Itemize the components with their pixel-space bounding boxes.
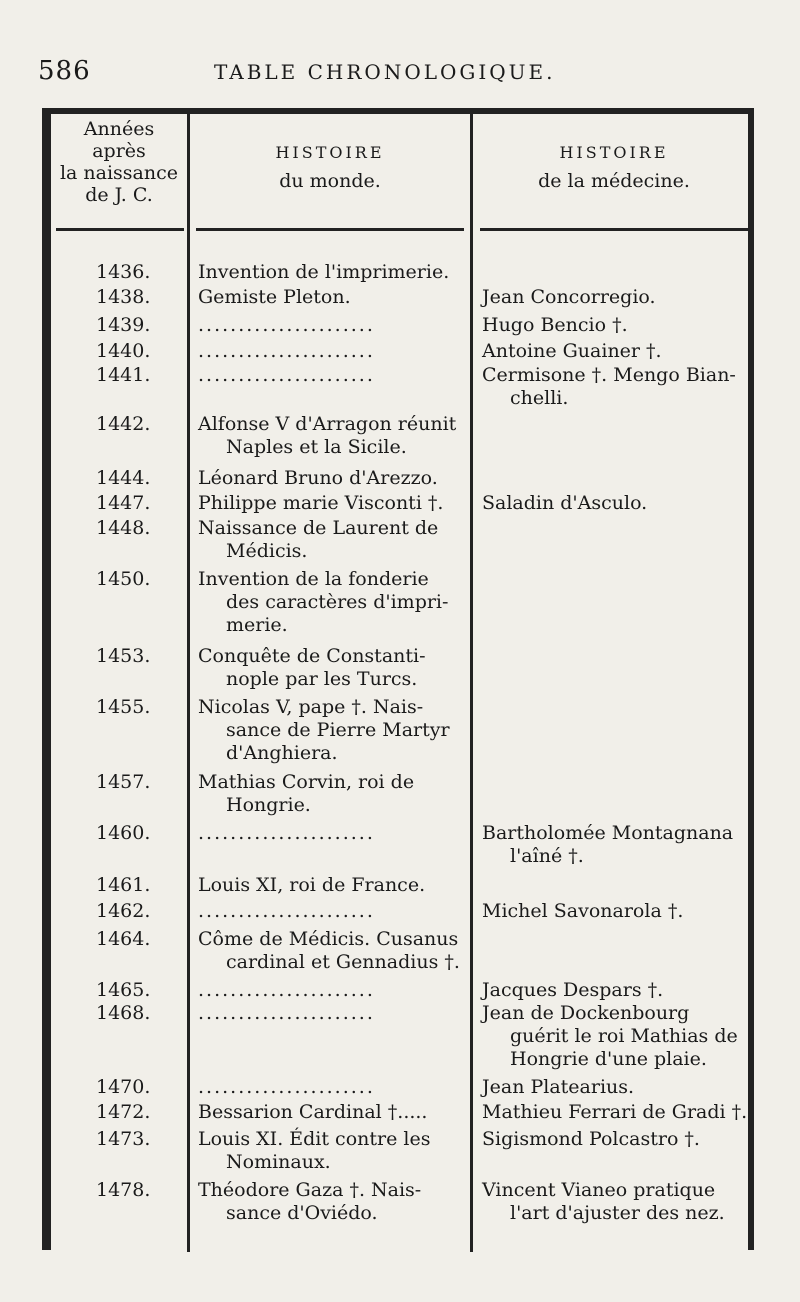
world-entry — [198, 979, 466, 1002]
world-entry — [198, 314, 466, 337]
medicine-entry — [482, 822, 752, 868]
world-entry-line: Invention de l'imprimerie. — [198, 261, 450, 283]
medicine-entry-line: Michel Savonarola †. — [482, 900, 684, 922]
header-rule — [56, 228, 184, 231]
world-entry-line: Naissance de Laurent de — [198, 517, 439, 539]
row-year: 1457. — [96, 771, 151, 793]
world-entry — [198, 900, 466, 923]
column-header-line: Années — [83, 118, 155, 140]
world-entry — [198, 1076, 466, 1099]
row-year: 1470. — [96, 1076, 151, 1098]
world-entry-line: ...................... — [198, 1076, 375, 1098]
row-year: 1450. — [96, 568, 151, 590]
header-rule — [480, 228, 748, 231]
world-entry-line: sance de Pierre Martyr — [226, 719, 450, 741]
medicine-entry — [482, 492, 752, 515]
world-entry-line: ...................... — [198, 314, 375, 336]
row-year: 1436. — [96, 261, 151, 283]
world-entry-line: Médicis. — [226, 540, 308, 562]
world-entry-line: Naples et la Sicile. — [226, 436, 407, 458]
medicine-entry-line: Hugo Bencio †. — [482, 314, 628, 336]
medicine-entry — [482, 340, 752, 363]
world-entry — [198, 874, 466, 897]
world-entry-line: des caractères d'impri- — [226, 591, 449, 613]
world-entry — [198, 1179, 466, 1225]
medicine-entry — [482, 314, 752, 337]
column-header-sub: de la médecine. — [538, 170, 690, 192]
column-header-caps: HISTOIRE — [275, 143, 385, 162]
medicine-entry-line: Hongrie d'une plaie. — [510, 1048, 707, 1070]
column-header-medicine — [476, 142, 752, 192]
world-entry-line: Nicolas V, pape †. Nais- — [198, 696, 424, 718]
world-entry-line: Conquête de Constanti- — [198, 645, 426, 667]
column-rule — [470, 112, 473, 1252]
world-entry-line: Invention de la fonderie — [198, 568, 429, 590]
world-entry — [198, 492, 466, 515]
row-year: 1473. — [96, 1128, 151, 1150]
world-entry-line: Mathias Corvin, roi de — [198, 771, 415, 793]
medicine-entry — [482, 900, 752, 923]
medicine-entry-line: Mathieu Ferrari de Gradi †. — [482, 1101, 748, 1123]
world-entry-line: ...................... — [198, 364, 375, 386]
row-year: 1478. — [96, 1179, 151, 1201]
running-title: TABLE CHRONOLOGIQUE. — [214, 60, 556, 84]
world-entry-line: ...................... — [198, 822, 375, 844]
row-year: 1472. — [96, 1101, 151, 1123]
world-entry-line: cardinal et Gennadius †. — [226, 951, 460, 973]
world-entry-line: Bessarion Cardinal †..... — [198, 1101, 428, 1123]
medicine-entry-line: Saladin d'Asculo. — [482, 492, 648, 514]
world-entry-line: ...................... — [198, 900, 375, 922]
medicine-entry — [482, 1101, 752, 1124]
medicine-entry-line: guérit le roi Mathias de — [510, 1025, 738, 1047]
medicine-entry-line: chelli. — [510, 387, 569, 409]
row-year: 1438. — [96, 286, 151, 308]
world-entry-line: Côme de Médicis. Cusanus — [198, 928, 459, 950]
world-entry-line: sance d'Oviédo. — [226, 1202, 378, 1224]
row-year: 1441. — [96, 364, 151, 386]
world-entry — [198, 822, 466, 845]
world-entry — [198, 696, 466, 765]
medicine-entry-line: Antoine Guainer †. — [482, 340, 662, 362]
header-rule — [196, 228, 464, 231]
medicine-entry — [482, 1128, 752, 1151]
row-year: 1453. — [96, 645, 151, 667]
row-year: 1461. — [96, 874, 151, 896]
column-header-line: de J. C. — [85, 184, 153, 206]
medicine-entry — [482, 1179, 752, 1225]
world-entry-line: Hongrie. — [226, 794, 311, 816]
medicine-entry-line: Jean Concorregio. — [482, 286, 656, 308]
world-entry-line: Louis XI, roi de France. — [198, 874, 426, 896]
world-entry-line: ...................... — [198, 1002, 375, 1024]
world-entry — [198, 261, 466, 284]
row-year: 1440. — [96, 340, 151, 362]
row-year: 1465. — [96, 979, 151, 1001]
row-year: 1439. — [96, 314, 151, 336]
row-year: 1464. — [96, 928, 151, 950]
world-entry — [198, 568, 466, 637]
column-header-caps: HISTOIRE — [559, 143, 669, 162]
world-entry-line: Philippe marie Visconti †. — [198, 492, 444, 514]
row-year: 1448. — [96, 517, 151, 539]
world-entry — [198, 413, 466, 459]
column-rule — [187, 112, 190, 1252]
medicine-entry — [482, 364, 752, 410]
world-entry-line: nople par les Turcs. — [226, 668, 418, 690]
row-year: 1444. — [96, 467, 151, 489]
world-entry — [198, 1101, 466, 1124]
medicine-entry — [482, 1076, 752, 1099]
world-entry-line: d'Anghiera. — [226, 742, 338, 764]
world-entry-line: Léonard Bruno d'Arezzo. — [198, 467, 438, 489]
world-entry-line: Nominaux. — [226, 1151, 331, 1173]
world-entry — [198, 340, 466, 363]
world-entry-line: ...................... — [198, 340, 375, 362]
world-entry — [198, 645, 466, 691]
column-header-world — [192, 142, 468, 192]
world-entry — [198, 467, 466, 490]
medicine-entry-line: Bartholomée Montagnana — [482, 822, 734, 844]
page-number: 586 — [38, 56, 91, 86]
row-year: 1468. — [96, 1002, 151, 1024]
world-entry-line: Alfonse V d'Arragon réunit — [198, 413, 457, 435]
world-entry-line: Gemiste Pleton. — [198, 286, 351, 308]
medicine-entry — [482, 979, 752, 1002]
medicine-entry — [482, 286, 752, 309]
column-header-sub: du monde. — [279, 170, 381, 192]
medicine-entry — [482, 1002, 752, 1071]
medicine-entry-line: l'aîné †. — [510, 845, 584, 867]
world-entry-line: merie. — [226, 614, 288, 636]
medicine-entry-line: Jean de Dockenbourg — [482, 1002, 690, 1024]
column-header-line: après — [92, 140, 146, 162]
world-entry — [198, 364, 466, 387]
world-entry-line: Théodore Gaza †. Nais- — [198, 1179, 422, 1201]
world-entry — [198, 1128, 466, 1174]
world-entry — [198, 771, 466, 817]
medicine-entry-line: l'art d'ajuster des nez. — [510, 1202, 725, 1224]
world-entry-line: Louis XI. Édit contre les — [198, 1128, 431, 1150]
world-entry — [198, 517, 466, 563]
row-year: 1462. — [96, 900, 151, 922]
row-year: 1460. — [96, 822, 151, 844]
page-header — [34, 50, 734, 90]
column-header-years — [54, 118, 184, 206]
row-year: 1442. — [96, 413, 151, 435]
world-entry — [198, 1002, 466, 1025]
medicine-entry-line: Jacques Despars †. — [482, 979, 664, 1001]
medicine-entry-line: Vincent Vianeo pratique — [482, 1179, 716, 1201]
medicine-entry-line: Jean Platearius. — [482, 1076, 635, 1098]
world-entry-line: ...................... — [198, 979, 375, 1001]
medicine-entry-line: Cermisone †. Mengo Bian- — [482, 364, 736, 386]
row-year: 1455. — [96, 696, 151, 718]
world-entry — [198, 286, 466, 309]
row-year: 1447. — [96, 492, 151, 514]
column-header-line: la naissance — [59, 162, 179, 184]
medicine-entry-line: Sigismond Polcastro †. — [482, 1128, 700, 1150]
world-entry — [198, 928, 466, 974]
